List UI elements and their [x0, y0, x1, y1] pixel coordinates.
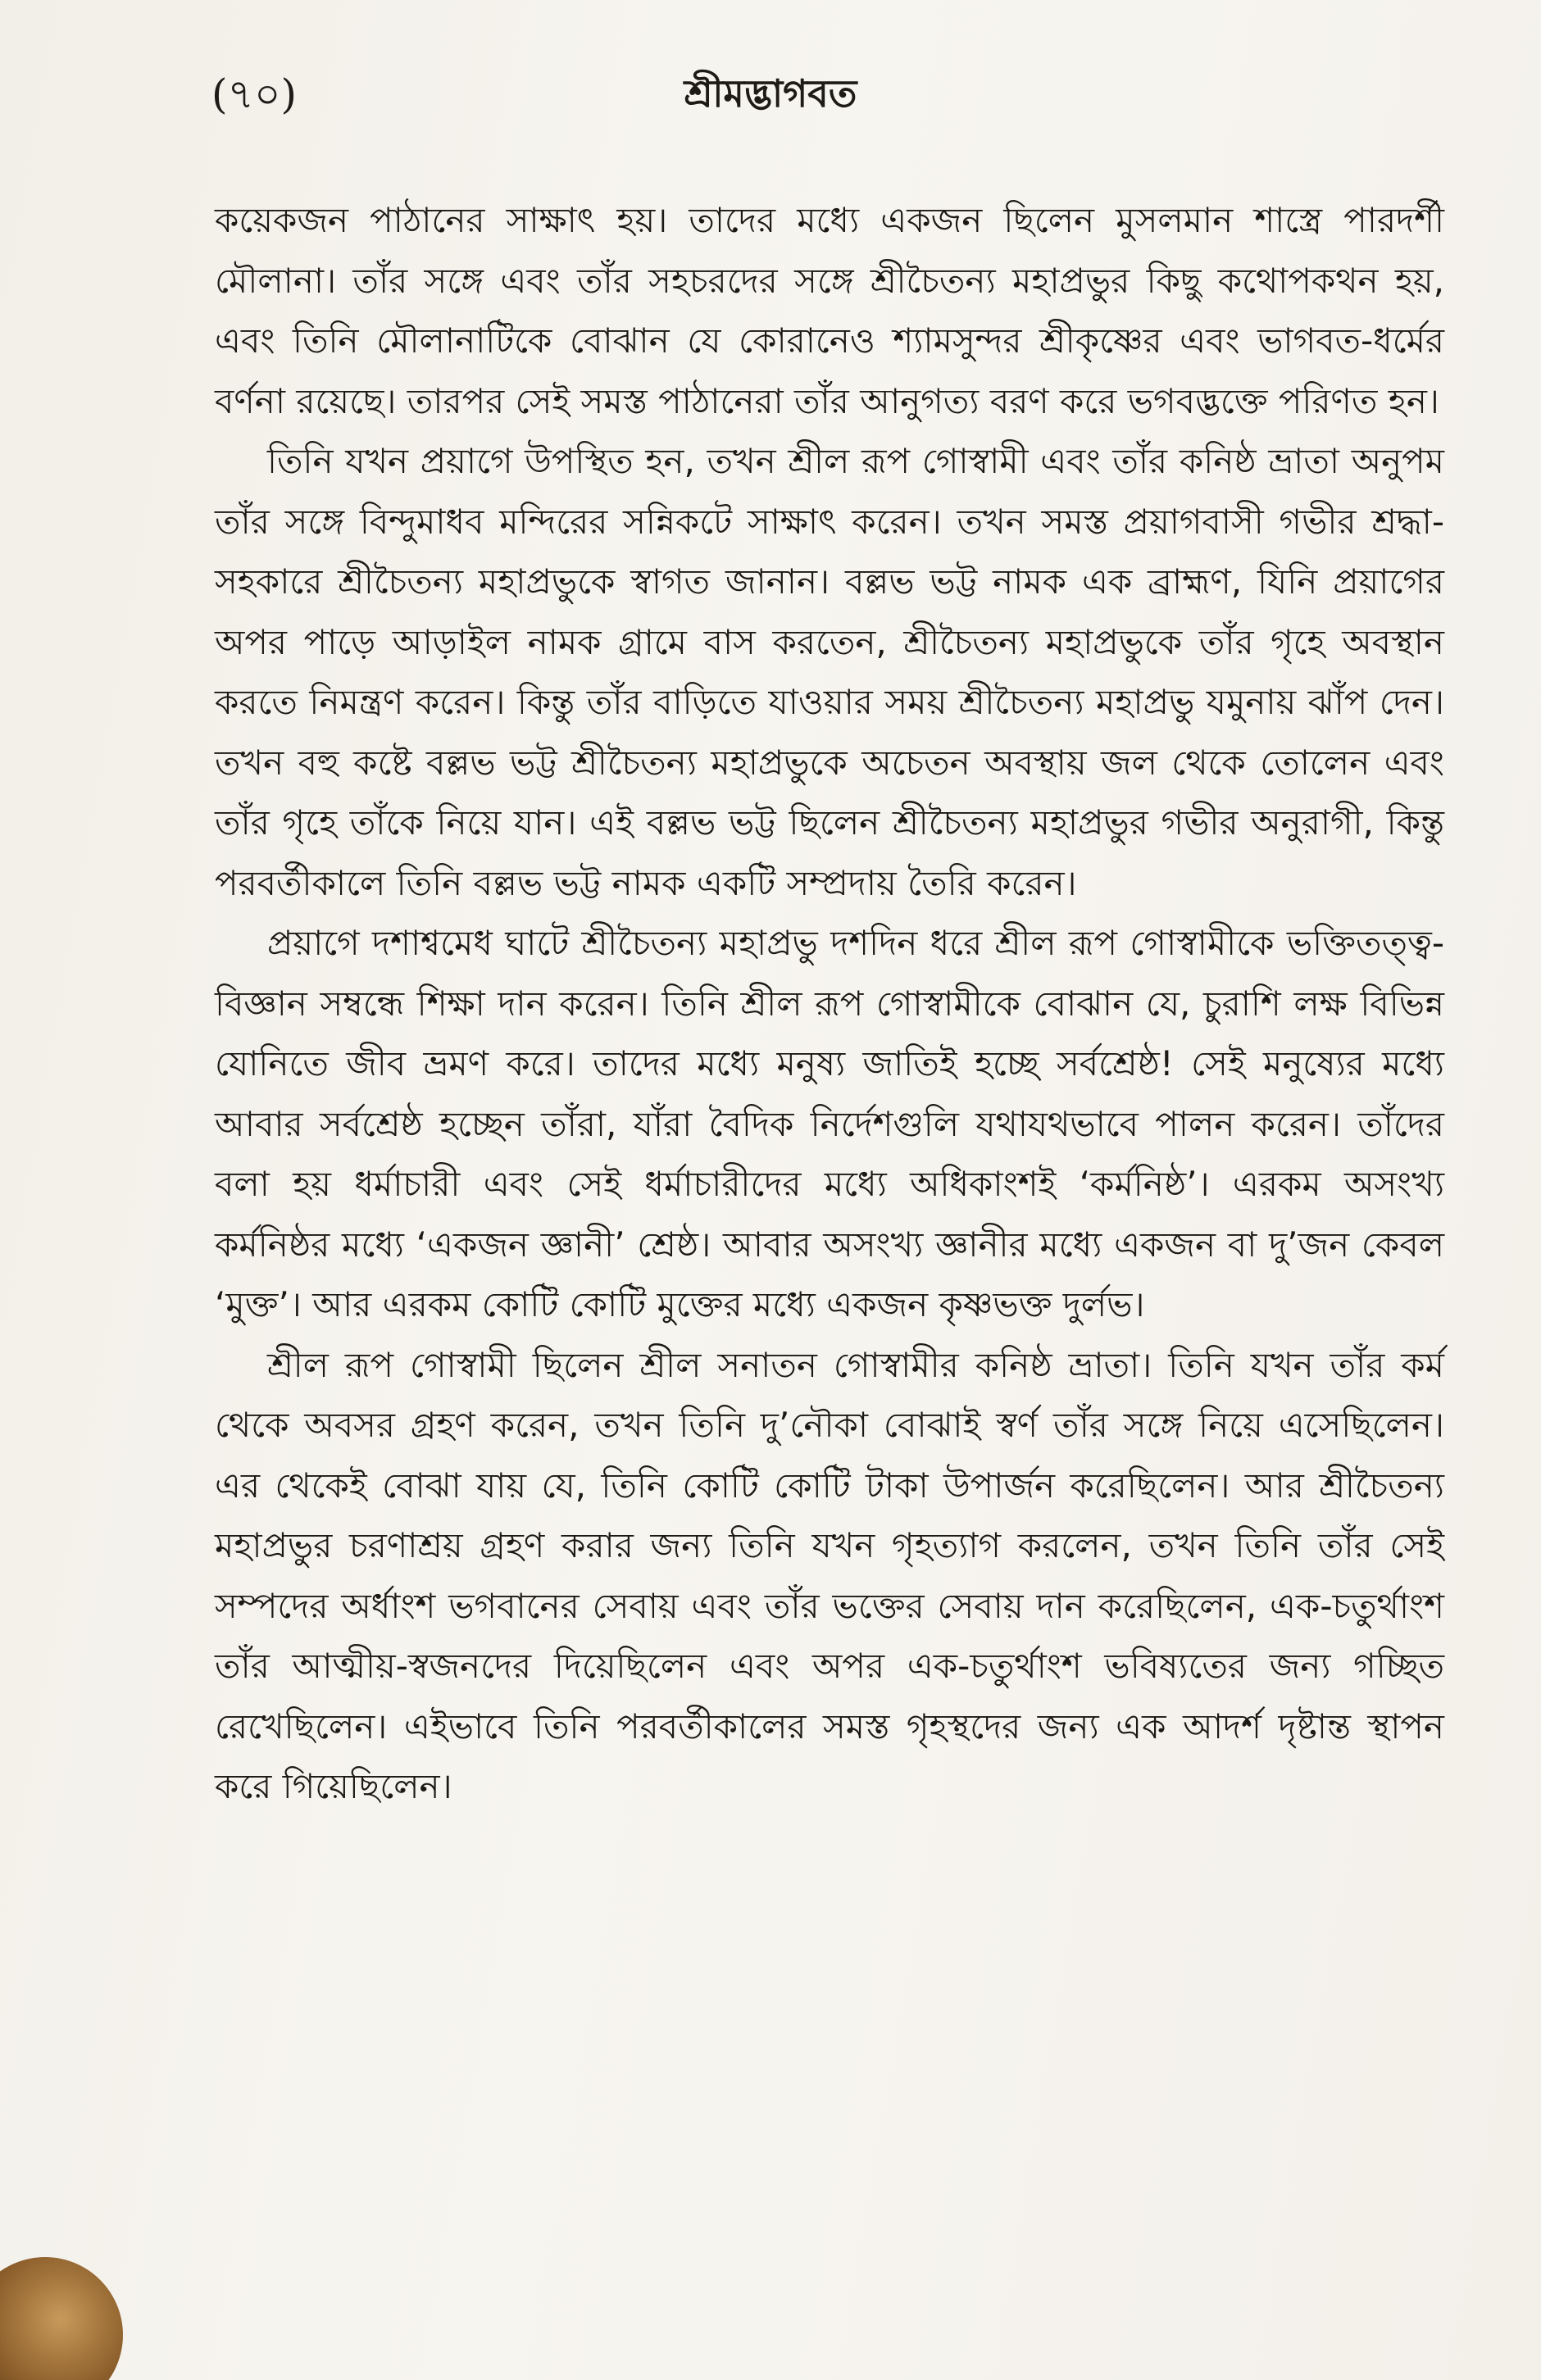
- paragraph-4: শ্রীল রূপ গোস্বামী ছিলেন শ্রীল সনাতন গোস্বামীর কনিষ্ঠ ভ্রাতা। তিনি যখন তাঁর কর্ম থেকে অবসর গ্রহণ করেন, তখন তিনি দু’নৌকা বোঝাই স্বর্ণ তাঁর সঙ্গে নিয়ে এসেছিলেন। এর থেকেই বোঝা যায় যে, তিনি কোটি কোটি টাকা উপার্জন করেছিলেন। আর শ্রীচৈতন্য মহাপ্রভুর চরণাশ্রয় গ্রহণ করার জন্য তিনি যখন গৃহত্যাগ করলেন, তখন তিনি তাঁর সেই সম্পদের অর্ধাংশ ভগবানের সেবায় এবং তাঁর ভক্তের সেবায় দান করেছিলেন, এক-চতুর্থাংশ তাঁর আত্মীয়-স্বজনদের দিয়েছিলেন এবং অপর এক-চতুর্থাংশ ভবিষ্যতের জন্য গচ্ছিত রেখেছিলেন। এইভাবে তিনি পরবর্তীকালের সমস্ত গৃহস্থদের জন্য এক আদর্শ দৃষ্টান্ত স্থাপন করে গিয়েছিলেন।: [215, 1344, 1444, 1806]
- thumb-shadow: [0, 2257, 123, 2380]
- page-body: [215, 190, 1444, 1817]
- page-number: (৭০): [211, 70, 298, 118]
- page-header: [0, 56, 1541, 129]
- paragraph-1: কয়েকজন পাঠানের সাক্ষাৎ হয়। তাদের মধ্যে একজন ছিলেন মুসলমান শাস্ত্রে পারদর্শী মৌলানা। তাঁর সঙ্গে এবং তাঁর সহচরদের সঙ্গে শ্রীচৈতন্য মহাপ্রভুর কিছু কথোপকথন হয়, এবং তিনি মৌলানাটিকে বোঝান যে কোরানেও শ্যামসুন্দর শ্রীকৃষ্ণের এবং ভাগবত-ধর্মের বর্ণনা রয়েছে। তারপর সেই সমস্ত পাঠানেরা তাঁর আনুগত্য বরণ করে ভগবদ্ভক্তে পরিণত হন।: [215, 200, 1444, 421]
- paragraph-2: তিনি যখন প্রয়াগে উপস্থিত হন, তখন শ্রীল রূপ গোস্বামী এবং তাঁর কনিষ্ঠ ভ্রাতা অনুপম তাঁর সঙ্গে বিন্দুমাধব মন্দিরের সন্নিকটে সাক্ষাৎ করেন। তখন সমস্ত প্রয়াগবাসী গভীর শ্রদ্ধা-সহকারে শ্রীচৈতন্য মহাপ্রভুকে স্বাগত জানান। বল্লভ ভট্ট নামক এক ব্রাহ্মণ, যিনি প্রয়াগের অপর পাড়ে আড়াইল নামক গ্রামে বাস করতেন, শ্রীচৈতন্য মহাপ্রভুকে তাঁর গৃহে অবস্থান করতে নিমন্ত্রণ করেন। কিন্তু তাঁর বাড়িতে যাওয়ার সময় শ্রীচৈতন্য মহাপ্রভু যমুনায় ঝাঁপ দেন। তখন বহু কষ্টে বল্লভ ভট্ট শ্রীচৈতন্য মহাপ্রভুকে অচেতন অবস্থায় জল থেকে তোলেন এবং তাঁর গৃহে তাঁকে নিয়ে যান। এই বল্লভ ভট্ট ছিলেন শ্রীচৈতন্য মহাপ্রভুর গভীর অনুরাগী, কিন্তু পরবর্তীকালে তিনি বল্লভ ভট্ট নামক একটি সম্প্রদায় তৈরি করেন।: [215, 441, 1444, 903]
- paragraph-3: প্রয়াগে দশাশ্বমেধ ঘাটে শ্রীচৈতন্য মহাপ্রভু দশদিন ধরে শ্রীল রূপ গোস্বামীকে ভক্তিতত্ত্ব-বিজ্ঞান সম্বন্ধে শিক্ষা দান করেন। তিনি শ্রীল রূপ গোস্বামীকে বোঝান যে, চুরাশি লক্ষ বিভিন্ন যোনিতে জীব ভ্রমণ করে। তাদের মধ্যে মনুষ্য জাতিই হচ্ছে সর্বশ্রেষ্ঠ! সেই মনুষ্যের মধ্যে আবার সর্বশ্রেষ্ঠ হচ্ছেন তাঁরা, যাঁরা বৈদিক নির্দেশগুলি যথাযথভাবে পালন করেন। তাঁদের বলা হয় ধর্মাচারী এবং সেই ধর্মাচারীদের মধ্যে অধিকাংশই ‘কর্মনিষ্ঠ’। এরকম অসংখ্য কর্মনিষ্ঠর মধ্যে ‘একজন জ্ঞানী’ শ্রেষ্ঠ। আবার অসংখ্য জ্ঞানীর মধ্যে একজন বা দু’জন কেবল ‘মুক্ত’। আর এরকম কোটি কোটি মুক্তের মধ্যে একজন কৃষ্ণভক্ত দুর্লভ।: [215, 923, 1444, 1324]
- running-title: শ্রীমদ্ভাগবত: [684, 71, 857, 116]
